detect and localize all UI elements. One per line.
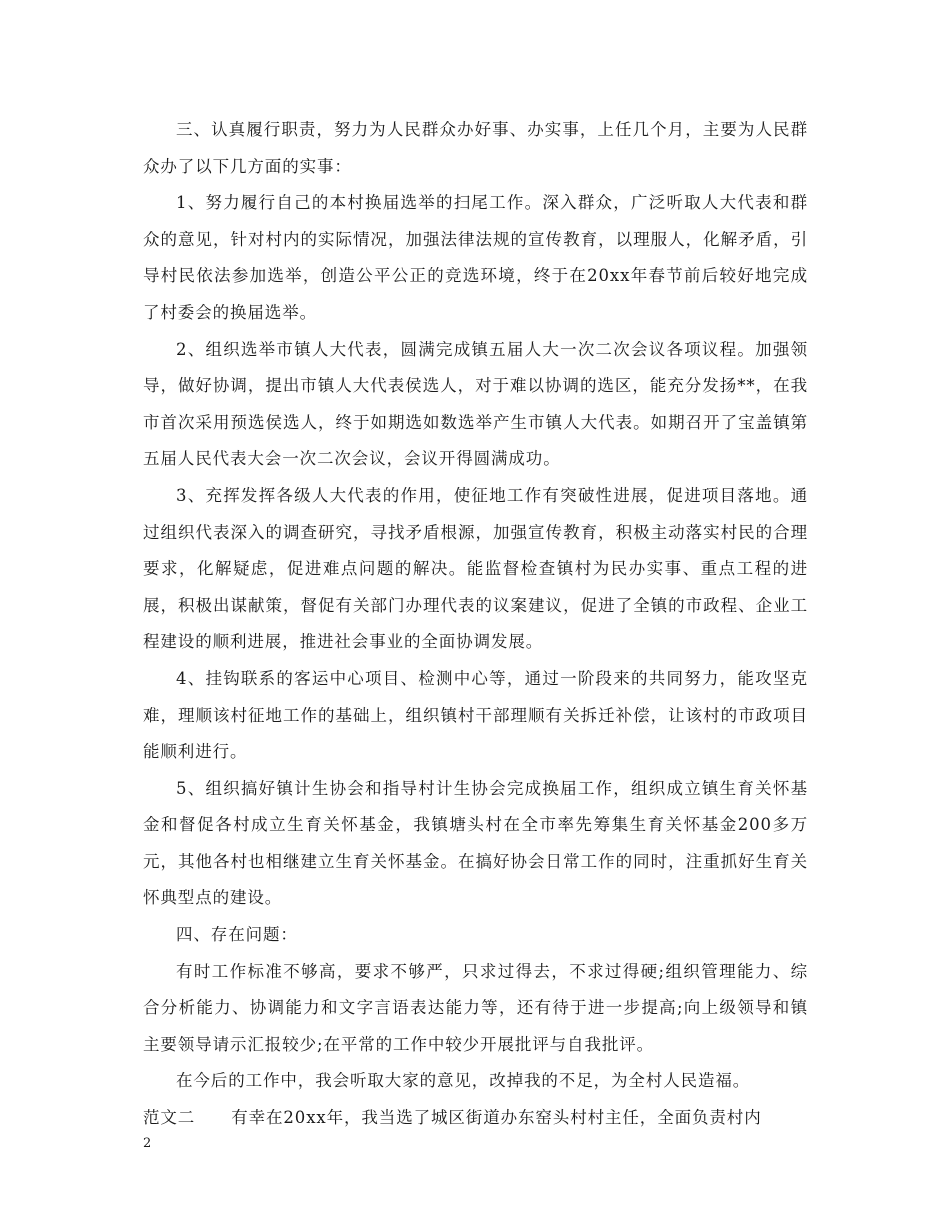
document-body — [143, 112, 808, 1137]
paragraph-item-3: 3、充挥发挥各级人大代表的作用，使征地工作有突破性进展，促进项目落地。通过组织代表深入的调查研究，寻找矛盾根源，加强宣传教育，积极主动落实村民的合理要求，化解疑虑，促进难点问题的解决。能监督检查镇村为民办实事、重点工程的进展，积极出谋献策，督促有关部门办理代表的议案建议，促进了全镇的市政程、企业工程建设的顺利进展，推进社会事业的全面协调发展。 — [143, 485, 808, 652]
sample-text: 有幸在20xx年，我当选了城区街道办东窑头村村主任，全面负责村内 — [231, 1108, 762, 1128]
paragraph-item-4: 4、挂钩联系的客运中心项目、检测中心等，通过一阶段来的共同努力，能攻坚克难，理顺该村征地工作的基础上，组织镇村干部理顺有关拆迁补偿，让该村的市政项目能顺利进行。 — [143, 668, 808, 762]
paragraph-item-2: 2、组织选举市镇人大代表，圆满完成镇五届人大一次二次会议各项议程。加强领导，做好协调，提出市镇人大代表侯选人，对于难以协调的选区，能充分发扬**，在我市首次采用预选侯选人，终于如期选如数选举产生市镇人大代表。如期召开了宝盖镇第五届人民代表大会一次二次会议，会议开得圆满成功。 — [143, 339, 808, 469]
paragraph-problems: 有时工作标准不够高，要求不够严，只求过得去，不求过得硬;组织管理能力、综合分析能力、协调能力和文字言语表达能力等，还有待于进一步提高;向上级领导和镇主要领导请示汇报较少;在平常的工作中较少开展批评与自我批评。 — [143, 961, 808, 1054]
sample-label: 范文二 — [143, 1108, 196, 1128]
paragraph-future: 在今后的工作中，我会听取大家的意见，改掉我的不足，为全村人民造福。 — [176, 1071, 751, 1091]
paragraph-sample-two — [143, 1100, 808, 1137]
heading-section-four: 四、存在问题： — [176, 925, 298, 945]
paragraph-item-5: 5、组织搞好镇计生协会和指导村计生协会完成换届工作，组织成立镇生育关怀基金和督促各村成立生育关怀基金，我镇塘头村在全市率先筹集生育关怀基金200多万元，其他各村也相继建立生育关怀基金。在搞好协会日常工作的同时，注重抓好生育关怀典型点的建设。 — [143, 778, 808, 908]
paragraph-item-1: 1、努力履行自己的本村换届选举的扫尾工作。深入群众，广泛听取人大代表和群众的意见，针对村内的实际情况，加强法律法规的宣传教育，以理服人，化解矛盾，引导村民依法参加选举，创造公平公正的竞选环境，终于在20xx年春节前后较好地完成了村委会的换届选举。 — [143, 193, 808, 322]
paragraph-section-three: 三、认真履行职责，努力为人民群众办好事、办实事，上任几个月，主要为人民群众办了以下几方面的实事： — [143, 120, 808, 176]
page-number: 2 — [143, 1136, 152, 1151]
